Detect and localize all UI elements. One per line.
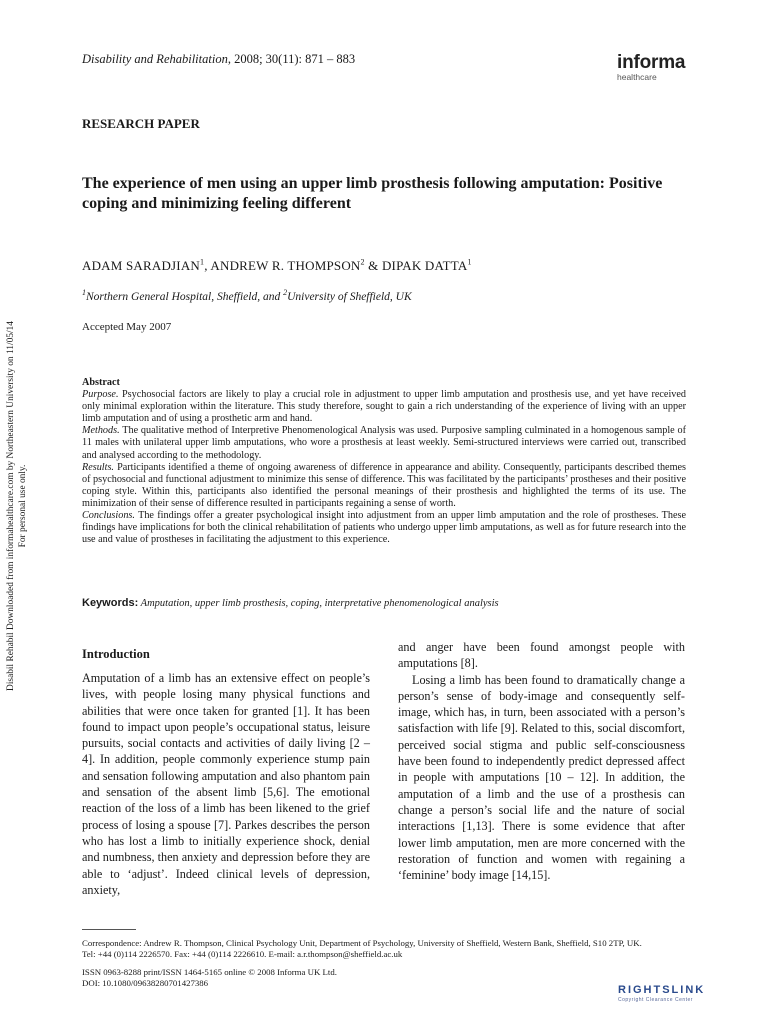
- keywords: [82, 597, 499, 609]
- abstract-conclusions-label: Conclusions.: [82, 510, 135, 522]
- abstract-methods-label: Methods.: [82, 425, 120, 437]
- accepted-date: Accepted May 2007: [82, 321, 172, 333]
- abstract-results: [82, 462, 686, 510]
- keywords-label: Keywords:: [82, 597, 139, 609]
- rightslink-logo: [618, 984, 728, 1003]
- rightslink-wordmark: RIGHTSLINK: [618, 984, 706, 996]
- abstract-results-label: Results.: [82, 461, 114, 473]
- author-2-affil: 2: [360, 257, 365, 267]
- abstract-purpose: [82, 389, 686, 425]
- footnotes: [82, 938, 642, 989]
- affiliations: [82, 288, 412, 303]
- author-1: ADAM SARADJIAN: [82, 258, 201, 273]
- footnote-rule: [82, 929, 136, 930]
- abstract-heading: Abstract: [82, 377, 120, 388]
- paper-title: The experience of men using an upper limb prosthesis following amputation: Positive coping and minimizing feeling different: [82, 175, 663, 212]
- author-list: [82, 258, 472, 274]
- author-separator: &: [364, 258, 382, 273]
- keywords-text: Amputation, upper limb prosthesis, coping, interpretative phenomenological analysis: [138, 598, 499, 609]
- journal-citation: [82, 52, 355, 67]
- abstract-methods: [82, 425, 686, 461]
- author-3: DIPAK DATTA: [381, 258, 468, 273]
- intro-paragraph-1: Amputation of a limb has an extensive effect on people’s lives, with people losing many physical functions and abilities that were once taken for granted [1]. It has been found to impact upon people’s occupational status, leisure pursuits, social contacts and activities of daily living [2 – 4]. In addition, people commonly experience stump pain and sensation following amputation and also phantom pain and sensation of the absent limb [5,6]. The emotional reaction of the loss of a limb has been likened to the grief process of losing a spouse [7]. Parkes describes the person who has lost a limb to initially experience shock, denial and numbness, then anxiety and depression before they are able to ‘adjust’. Indeed clinical levels of depression, anxiety,: [82, 671, 370, 897]
- abstract-conclusions: [82, 510, 686, 546]
- paper-type: RESEARCH PAPER: [82, 116, 200, 131]
- affil-marker-2: 2: [283, 288, 288, 298]
- author-2: ANDREW R. THOMPSON: [210, 258, 361, 273]
- correspondence: Correspondence: Andrew R. Thompson, Clinical Psychology Unit, Department of Psychology, University of Sheffield, Western Bank, Sheffield, S10 2TP, UK.: [82, 938, 642, 948]
- journal-name: Disability and Rehabilitation: [82, 52, 228, 66]
- section-heading-introduction: Introduction: [82, 647, 150, 661]
- publisher-name: informa: [617, 52, 686, 73]
- publisher-subtitle: healthcare: [617, 72, 657, 82]
- abstract-purpose-text: Psychosocial factors are likely to play a crucial role in adjustment to upper limb amputation and prosthesis use, and yet have received only minimal exploration within the literature. This study therefore, sought to gain a rich understanding of the experience of living with an upper limb amputation and of using a prosthetic arm and hand.: [82, 389, 686, 425]
- doi: DOI: 10.1080/09638280701427386: [82, 977, 209, 988]
- affil-2: University of Sheffield, UK: [287, 291, 412, 303]
- abstract-purpose-label: Purpose.: [82, 389, 119, 401]
- abstract-methods-text: The qualitative method of Interpretive Phenomenological Analysis was used. Purposive sampling culminated in a homogenous sample of 11 males with unilateral upper limb amputations, who wore a prosthesis at least weekly. Semi-structured interviews were carried out, transcribed and analysed according to the methodology.: [82, 425, 686, 461]
- download-notice: [5, 296, 29, 716]
- download-notice-line-2: For personal use only.: [18, 464, 28, 548]
- intro-paragraph-1-continued: and anger have been found amongst people with amputations [8].: [398, 640, 685, 671]
- affil-marker-1: 1: [82, 288, 86, 298]
- abstract-conclusions-text: The findings offer a greater psychological insight into adjustment from an upper limb amputation and the role of prostheses. These findings have implications for both the clinical rehabilitation of patients who undergo upper limb amputations, as well as for future research into the use and value of prostheses in facilitating the adjustment to this experience.: [82, 510, 686, 546]
- affil-1: Northern General Hospital, Sheffield, and: [86, 291, 284, 303]
- contact-info: Tel: +44 (0)114 2226570. Fax: +44 (0)114 2226610. E-mail: a.r.thompson@sheffield.ac.uk: [82, 949, 403, 960]
- rightslink-tagline: Copyright Clearance Center: [618, 997, 693, 1003]
- abstract: [82, 377, 686, 546]
- publisher-logo: [617, 52, 727, 82]
- issn: ISSN 0963-8288 print/ISSN 1464-5165 online © 2008 Informa UK Ltd.: [82, 966, 337, 977]
- author-separator: ,: [204, 258, 211, 273]
- body-column-left: [82, 670, 370, 898]
- abstract-results-text: Participants identified a theme of ongoing awareness of difference in appearance and ability. Consequently, participants described themes of psychosocial and functional adjustment to minimize this sense of difference. This was facilitated by the participants’ prostheses and their positive coping style. Within this, participants also identified the personal meanings of their prosthesis and highlighted the terms of its use. The minimization of their sense of difference resulted in participants regaining a sense of worth.: [82, 461, 686, 509]
- journal-issue: , 2008; 30(11): 871 – 883: [227, 52, 356, 66]
- download-notice-line-1: Disabil Rehabil Downloaded from informahealthcare.com by Northeastern University on 11/05/14: [6, 321, 16, 691]
- author-3-affil: 1: [467, 257, 472, 267]
- author-1-affil: 1: [200, 257, 205, 267]
- intro-paragraph-2: Losing a limb has been found to dramatically change a person’s sense of body-image and consequently self-image, which has, in turn, been associated with a person’s satisfaction with life [9]. Related to this, social discomfort, perceived social stigma and public self-consciousness have been found to independently predict depressed affect in people with amputations [10 – 12]. In addition, the amputation of a limb and the use of a prosthesis can change a person’s social life and the nature of social interactions [1,13]. There is some evidence that after lower limb amputation, men are more concerned with the restoration of function and women with regaining a ‘feminine’ body image [14,15].: [398, 672, 685, 883]
- body-column-right: [398, 639, 685, 883]
